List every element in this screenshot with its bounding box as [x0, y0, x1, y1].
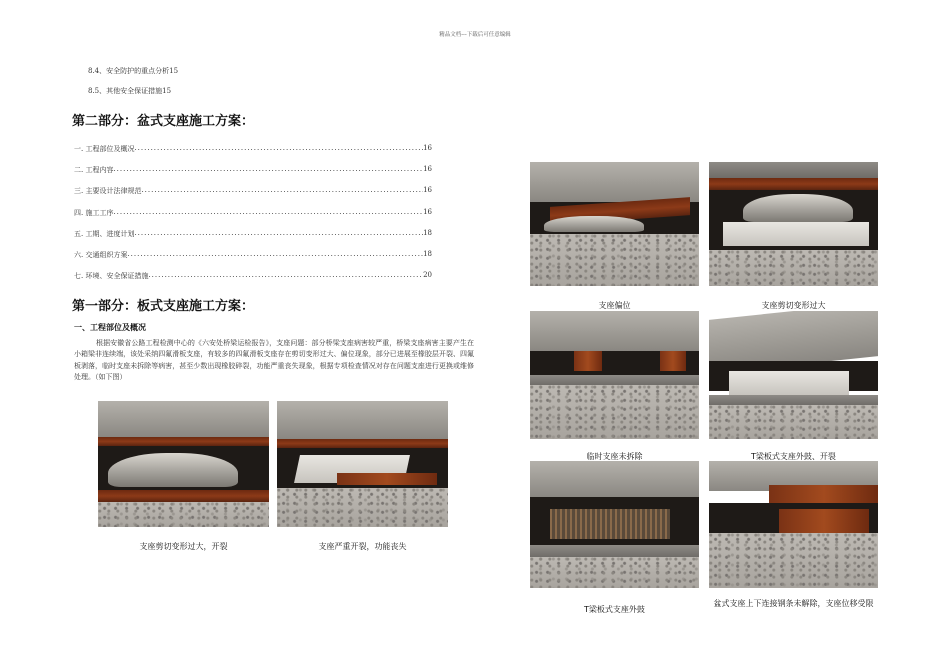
photo-caption: 支座剪切变形过大	[761, 301, 826, 310]
part2-title: 第二部分：盆式支座施工方案：	[72, 114, 255, 129]
bearing-photo	[709, 311, 878, 439]
bearing-photo	[709, 461, 878, 588]
toc-row: 二. 工程内容 ..... 16	[74, 165, 432, 175]
bearing-photo	[98, 401, 269, 527]
toc-row: 四. 施工工序 ..... 16	[74, 208, 432, 218]
bearing-photo	[277, 401, 448, 527]
photo-caption: T梁板式支座外鼓	[584, 605, 645, 614]
photo-caption: 盆式支座上下连接钢条未解除，支座位移受限	[713, 599, 874, 608]
toc-row: 六. 交通组织方案 ..... 18	[74, 250, 432, 260]
toc-item-8-5: 8.5、其他安全保证措施15	[88, 87, 172, 95]
part1-title: 第一部分：板式支座施工方案：	[72, 299, 255, 314]
toc-row: 三. 主要设计法律规范 ..... 16	[74, 186, 432, 196]
bearing-photo	[530, 461, 699, 588]
section1-paragraph: 根据安徽省公路工程检测中心的《六安处桥梁运检报告》，支座问题：部分桥梁支座病害较严重，桥梁支座病害主要产生在小箱梁非连续端，该处采纳四氟滑板支座，有较多的四氟滑板支座存在剪切变形过大、偏位现象，部分已进展至橡胶层开裂、四氟板剥落，临时支座未拆除等病害，甚至少数出现橡胶碎裂，功能严重丧失现象，根据专项检查情况对存在问题支座进行更换或维修处理。（如下图）	[74, 339, 474, 382]
toc-row: 五. 工期、进度计划 ..... 18	[74, 229, 432, 239]
toc-item-8-4: 8.4、安全防护的重点分析15	[88, 67, 179, 75]
photo-caption: 临时支座未拆除	[586, 452, 643, 461]
photo-caption: 支座偏位	[598, 301, 631, 310]
bearing-photo	[709, 162, 878, 286]
photo-caption: 支座剪切变形过大，开裂	[139, 542, 228, 551]
page-header: 精品文档---下载后可任意编辑	[439, 32, 511, 38]
toc-row: 七. 环境、安全保证措施 ..... 20	[74, 271, 432, 281]
bearing-photo	[530, 311, 699, 439]
photo-caption: 支座严重开裂，功能丧失	[318, 542, 407, 551]
photo-caption: T梁板式支座外鼓、开裂	[751, 452, 836, 461]
section1-heading: 一、工程部位及概况	[74, 323, 146, 332]
toc-row: 一. 工程部位及概况 ..... 16	[74, 144, 432, 154]
bearing-photo	[530, 162, 699, 286]
